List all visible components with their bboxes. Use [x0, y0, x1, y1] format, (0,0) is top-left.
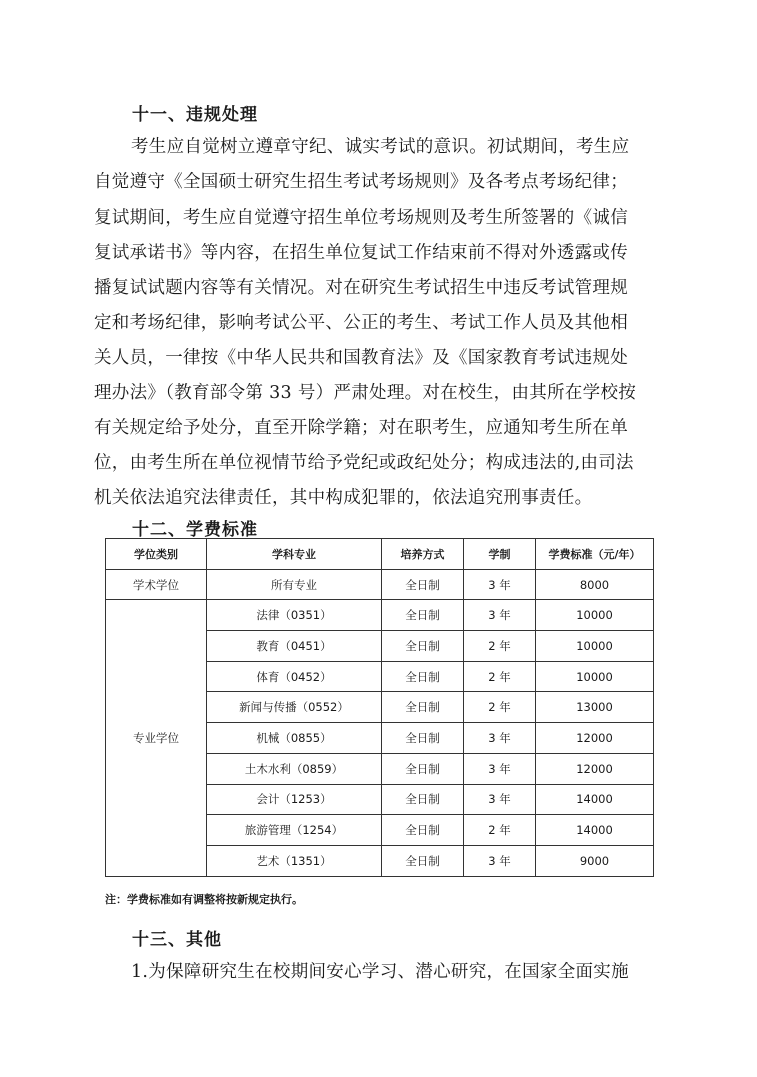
paragraph-line: 机关依法追究法律责任，其中构成犯罪的，依法追究刑事责任。 [94, 488, 593, 508]
tuition-cell: 10000 [536, 631, 654, 662]
paragraph-line: 复试承诺书》等内容，在招生单位复试工作结束前不得对外透露或传 [94, 243, 628, 263]
mode-cell: 全日制 [382, 631, 464, 662]
tuition-note: 注：学费标准如有调整将按新规定执行。 [105, 893, 303, 906]
mode-cell: 全日制 [382, 569, 464, 600]
tuition-cell: 12000 [536, 723, 654, 754]
table-row [106, 569, 654, 600]
table-row [106, 600, 654, 631]
mode-cell: 全日制 [382, 600, 464, 631]
degree-category-academic: 学术学位 [106, 569, 207, 600]
header-major: 学科专业 [207, 539, 382, 570]
paragraph-line: 定和考场纪律，影响考试公平、公正的考生、考试工作人员及其他相 [94, 313, 628, 333]
major-cell: 旅游管理（1254） [207, 815, 382, 846]
header-study-mode: 培养方式 [382, 539, 464, 570]
tuition-cell: 12000 [536, 753, 654, 784]
major-cell: 土木水利（0859） [207, 753, 382, 784]
duration-cell: 3 年 [464, 753, 536, 784]
major-cell: 所有专业 [207, 569, 382, 600]
duration-cell: 3 年 [464, 845, 536, 876]
major-cell: 法律（0351） [207, 600, 382, 631]
tuition-cell: 14000 [536, 815, 654, 846]
duration-cell: 3 年 [464, 569, 536, 600]
major-cell: 机械（0855） [207, 723, 382, 754]
section-12-heading: 十二、学费标准 [132, 520, 258, 540]
tuition-table [105, 538, 654, 877]
header-degree-type: 学位类别 [106, 539, 207, 570]
paragraph-line: 理办法》（教育部令第 33 号）严肃处理。对在校生，由其所在学校按 [94, 383, 637, 403]
paragraph-line: 1.为保障研究生在校期间安心学习、潜心研究，在国家全面实施 [131, 962, 629, 982]
tuition-cell: 10000 [536, 600, 654, 631]
tuition-cell: 9000 [536, 845, 654, 876]
duration-cell: 3 年 [464, 723, 536, 754]
paragraph-line: 关人员，一律按《中华人民共和国教育法》及《国家教育考试违规处 [94, 348, 628, 368]
paragraph-line: 复试期间，考生应自觉遵守招生单位考场规则及考生所签署的《诚信 [94, 208, 628, 228]
duration-cell: 2 年 [464, 631, 536, 662]
duration-cell: 3 年 [464, 784, 536, 815]
section-11-heading: 十一、违规处理 [132, 105, 258, 125]
major-cell: 体育（0452） [207, 661, 382, 692]
mode-cell: 全日制 [382, 723, 464, 754]
header-duration: 学制 [464, 539, 536, 570]
paragraph-line: 播复试试题内容等有关情况。对在研究生考试招生中违反考试管理规 [94, 278, 628, 298]
paragraph-line: 位，由考生所在单位视情节给予党纪或政纪处分；构成违法的,由司法 [94, 453, 634, 473]
mode-cell: 全日制 [382, 753, 464, 784]
table-header-row [106, 539, 654, 570]
major-cell: 艺术（1351） [207, 845, 382, 876]
degree-category-professional: 专业学位 [106, 600, 207, 876]
paragraph-line: 考生应自觉树立遵章守纪、诚实考试的意识。初试期间，考生应 [131, 137, 630, 157]
paragraph-line: 自觉遵守《全国硕士研究生招生考试考场规则》及各考点考场纪律； [94, 172, 628, 192]
major-cell: 会计（1253） [207, 784, 382, 815]
duration-cell: 3 年 [464, 600, 536, 631]
tuition-cell: 13000 [536, 692, 654, 723]
section-13-heading: 十三、其他 [132, 930, 222, 950]
paragraph-line: 有关规定给予处分，直至开除学籍；对在职考生，应通知考生所在单 [94, 418, 628, 438]
mode-cell: 全日制 [382, 845, 464, 876]
tuition-cell: 10000 [536, 661, 654, 692]
mode-cell: 全日制 [382, 784, 464, 815]
major-cell: 新闻与传播（0552） [207, 692, 382, 723]
duration-cell: 2 年 [464, 815, 536, 846]
tuition-cell: 8000 [536, 569, 654, 600]
mode-cell: 全日制 [382, 815, 464, 846]
major-cell: 教育（0451） [207, 631, 382, 662]
mode-cell: 全日制 [382, 661, 464, 692]
duration-cell: 2 年 [464, 661, 536, 692]
header-tuition: 学费标准（元/年） [536, 539, 654, 570]
duration-cell: 2 年 [464, 692, 536, 723]
tuition-cell: 14000 [536, 784, 654, 815]
mode-cell: 全日制 [382, 692, 464, 723]
